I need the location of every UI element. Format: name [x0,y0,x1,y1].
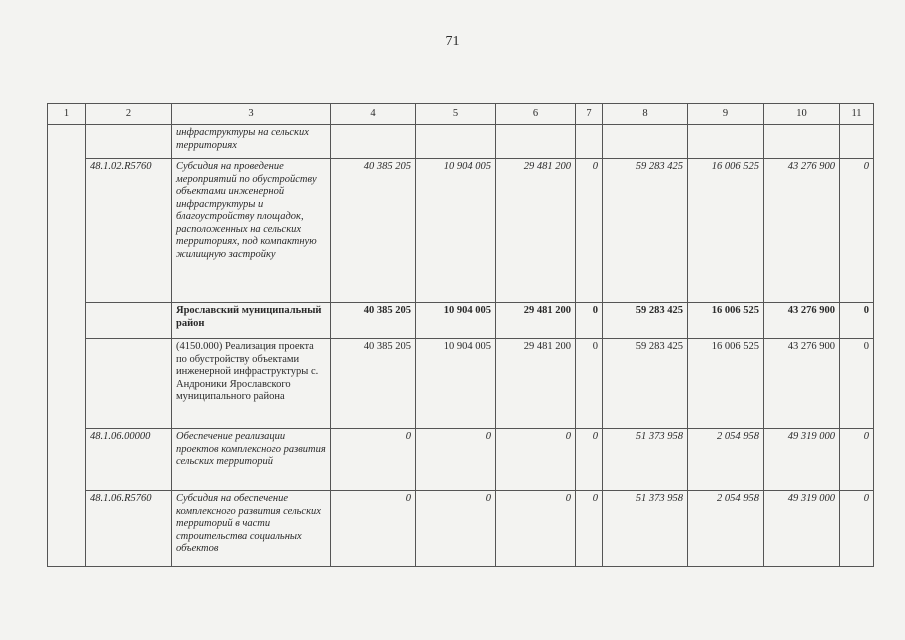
row-name: Субсидия на обеспечение комплексного развития сельских территорий в части строительства социальных объектов [172,491,331,567]
cell-col11: 0 [840,303,874,339]
row-code: 48.1.06.00000 [86,429,172,491]
table-row [48,125,874,159]
cell-col6: 29 481 200 [496,159,576,303]
cell-col7: 0 [576,159,603,303]
cell-col6 [496,125,576,159]
table-row [48,491,874,567]
cell-col8: 51 373 958 [603,491,688,567]
cell-col10 [764,125,840,159]
row-name: (4150.000) Реализация проекта по обустройству объектами инженерной инфраструктуры с. Андроники Ярославского муниципального района [172,339,331,429]
row-name: Ярославский муниципальный район [172,303,331,339]
cell-col10: 43 276 900 [764,339,840,429]
cell-col11: 0 [840,159,874,303]
cell-col5: 0 [416,429,496,491]
cell-col5 [416,125,496,159]
row-name: Субсидия на проведение мероприятий по обустройству объектами инженерной инфраструктуры и благоустройству площадок, расположенных на сельских территориях, под компактную жилищную застройку [172,159,331,303]
header-row [48,104,874,125]
table-row [48,303,874,339]
cell-col9: 2 054 958 [688,429,764,491]
row-code: 48.1.02.R5760 [86,159,172,303]
header-cell: 10 [764,104,840,125]
cell-col7: 0 [576,429,603,491]
cell-col6: 0 [496,491,576,567]
cell-col9: 2 054 958 [688,491,764,567]
cell-col4: 40 385 205 [331,159,416,303]
header-cell: 3 [172,104,331,125]
table-row [48,339,874,429]
cell-col9 [688,125,764,159]
cell-col11: 0 [840,429,874,491]
cell-col5: 10 904 005 [416,303,496,339]
cell-col8: 59 283 425 [603,159,688,303]
cell-col4: 40 385 205 [331,339,416,429]
cell-col9: 16 006 525 [688,339,764,429]
header-cell: 6 [496,104,576,125]
cell-col10: 49 319 000 [764,491,840,567]
table-row [48,429,874,491]
cell-col4 [331,125,416,159]
cell-col10: 49 319 000 [764,429,840,491]
cell-col5: 10 904 005 [416,159,496,303]
row-name: инфраструктуры на сельских территориях [172,125,331,159]
cell-col7: 0 [576,491,603,567]
cell-col9: 16 006 525 [688,159,764,303]
cell-col4: 40 385 205 [331,303,416,339]
cell-col8 [603,125,688,159]
row-code: 48.1.06.R5760 [86,491,172,567]
cell-col5: 10 904 005 [416,339,496,429]
cell-col8: 51 373 958 [603,429,688,491]
cell-col11: 0 [840,491,874,567]
cell-col11: 0 [840,339,874,429]
cell-col4: 0 [331,429,416,491]
row-code [86,339,172,429]
cell-col11 [840,125,874,159]
page-number: 71 [445,34,460,49]
header-cell: 5 [416,104,496,125]
cell-col8: 59 283 425 [603,339,688,429]
header-cell: 9 [688,104,764,125]
header-cell: 2 [86,104,172,125]
cell-col6: 29 481 200 [496,303,576,339]
cell-col8: 59 283 425 [603,303,688,339]
cell-col7 [576,125,603,159]
budget-table [47,103,874,567]
cell-col10: 43 276 900 [764,159,840,303]
cell-col5: 0 [416,491,496,567]
header-cell: 1 [48,104,86,125]
cell-col7: 0 [576,303,603,339]
cell-col6: 29 481 200 [496,339,576,429]
cell-col7: 0 [576,339,603,429]
header-cell: 11 [840,104,874,125]
column-1-merged-cell [48,125,86,567]
header-cell: 8 [603,104,688,125]
row-code [86,125,172,159]
cell-col10: 43 276 900 [764,303,840,339]
header-cell: 4 [331,104,416,125]
header-cell: 7 [576,104,603,125]
cell-col6: 0 [496,429,576,491]
cell-col4: 0 [331,491,416,567]
table-row [48,159,874,303]
row-code [86,303,172,339]
row-name: Обеспечение реализации проектов комплексного развития сельских территорий [172,429,331,491]
cell-col9: 16 006 525 [688,303,764,339]
